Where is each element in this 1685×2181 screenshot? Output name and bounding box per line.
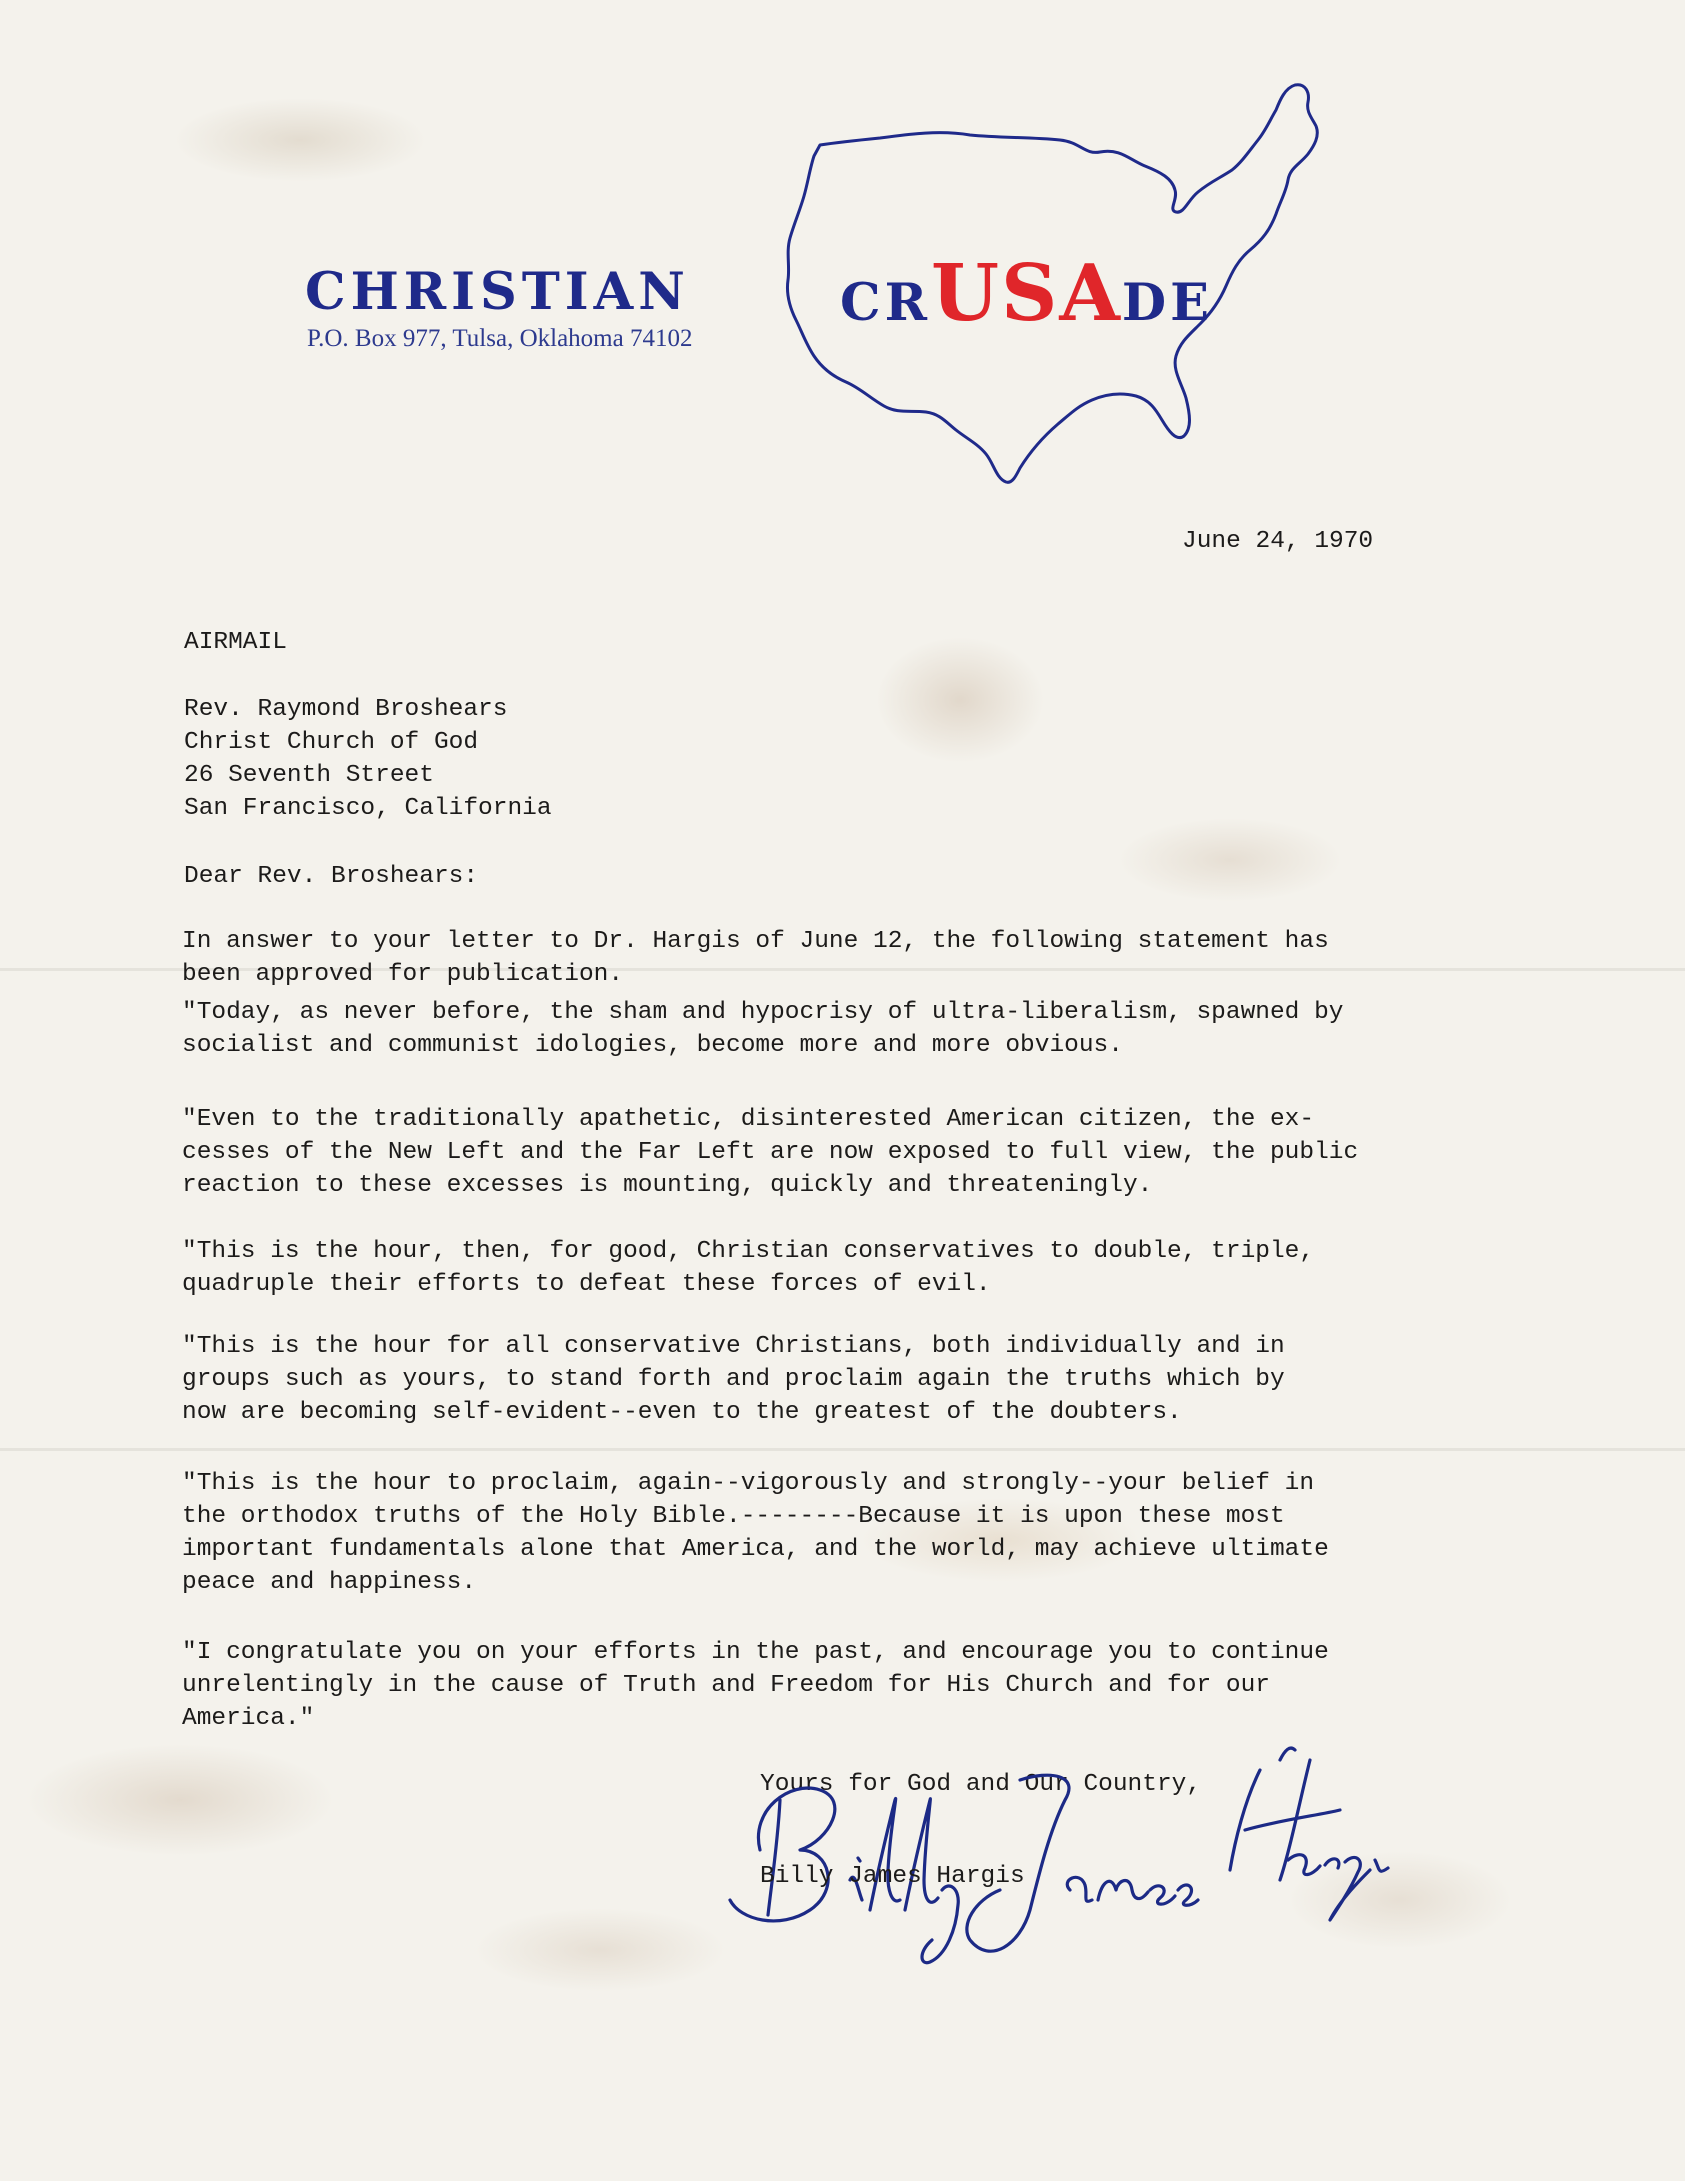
paragraph-line: groups such as yours, to stand forth and proclaim again the truths which by bbox=[182, 1366, 1285, 1393]
paragraph-line: quadruple their efforts to defeat these forces of evil. bbox=[182, 1271, 991, 1298]
recipient-address bbox=[184, 693, 552, 825]
recipient-line: 26 Seventh Street bbox=[184, 762, 434, 789]
letterhead-org-name: CHRISTIAN bbox=[305, 262, 690, 322]
recipient-line: Rev. Raymond Broshears bbox=[184, 696, 508, 723]
recipient-line: San Francisco, California bbox=[184, 795, 552, 822]
closing: Yours for God and Our Country, bbox=[760, 1771, 1202, 1798]
paragraph-line: "Today, as never before, the sham and hypocrisy of ultra-liberalism, spawned by bbox=[182, 999, 1344, 1026]
letter-date: June 24, 1970 bbox=[1182, 528, 1374, 555]
paragraph-line: "This is the hour to proclaim, again--vigorously and strongly--your belief in bbox=[182, 1470, 1315, 1497]
paragraph-line: peace and happiness. bbox=[182, 1569, 477, 1596]
paragraph-line: "This is the hour, then, for good, Christian conservatives to double, triple, bbox=[182, 1238, 1315, 1265]
paragraph bbox=[182, 1636, 1329, 1735]
paragraph-line: In answer to your letter to Dr. Hargis of June 12, the following statement has bbox=[182, 928, 1329, 955]
paragraph-line: unrelentingly in the cause of Truth and Freedom for His Church and for our bbox=[182, 1672, 1270, 1699]
paragraph bbox=[182, 1330, 1285, 1429]
paragraph-line: "This is the hour for all conservative Christians, both individually and in bbox=[182, 1333, 1285, 1360]
letterhead-crusade-suffix: DE bbox=[1121, 273, 1213, 333]
paragraph-line: now are becoming self-evident--even to the greatest of the doubters. bbox=[182, 1399, 1182, 1426]
paragraph bbox=[182, 1103, 1358, 1202]
paragraph-line: reaction to these excesses is mounting, quickly and threateningly. bbox=[182, 1172, 1153, 1199]
letterhead-address: P.O. Box 977, Tulsa, Oklahoma 74102 bbox=[307, 325, 693, 352]
paragraph-line: America." bbox=[182, 1705, 315, 1732]
paragraph-line: important fundamentals alone that America, and the world, may achieve ultimate bbox=[182, 1536, 1329, 1563]
letterhead-crusade-prefix: CR bbox=[840, 273, 931, 333]
paragraph-line: socialist and communist idologies, become more and more obvious. bbox=[182, 1032, 1123, 1059]
signer-name: Billy James Hargis bbox=[760, 1863, 1025, 1890]
paragraph-line: been approved for publication. bbox=[182, 961, 624, 988]
paragraph-line: cesses of the New Left and the Far Left are now exposed to full view, the public bbox=[182, 1139, 1359, 1166]
letterhead-org-name-crusade bbox=[840, 248, 1213, 339]
paragraph bbox=[182, 1467, 1329, 1599]
delivery-method: AIRMAIL bbox=[184, 629, 287, 656]
paragraph-line: "I congratulate you on your efforts in the past, and encourage you to continue bbox=[182, 1639, 1329, 1666]
letterhead-crusade-usa: USA bbox=[930, 248, 1122, 339]
paragraph bbox=[182, 996, 1344, 1062]
salutation: Dear Rev. Broshears: bbox=[184, 863, 479, 890]
paragraph bbox=[182, 925, 1329, 991]
paper-fold bbox=[0, 1448, 1685, 1451]
paragraph-line: the orthodox truths of the Holy Bible.--------Because it is upon these most bbox=[182, 1503, 1285, 1530]
paragraph-line: "Even to the traditionally apathetic, disinterested American citizen, the ex- bbox=[182, 1106, 1315, 1133]
recipient-line: Christ Church of God bbox=[184, 729, 479, 756]
paragraph bbox=[182, 1235, 1314, 1301]
